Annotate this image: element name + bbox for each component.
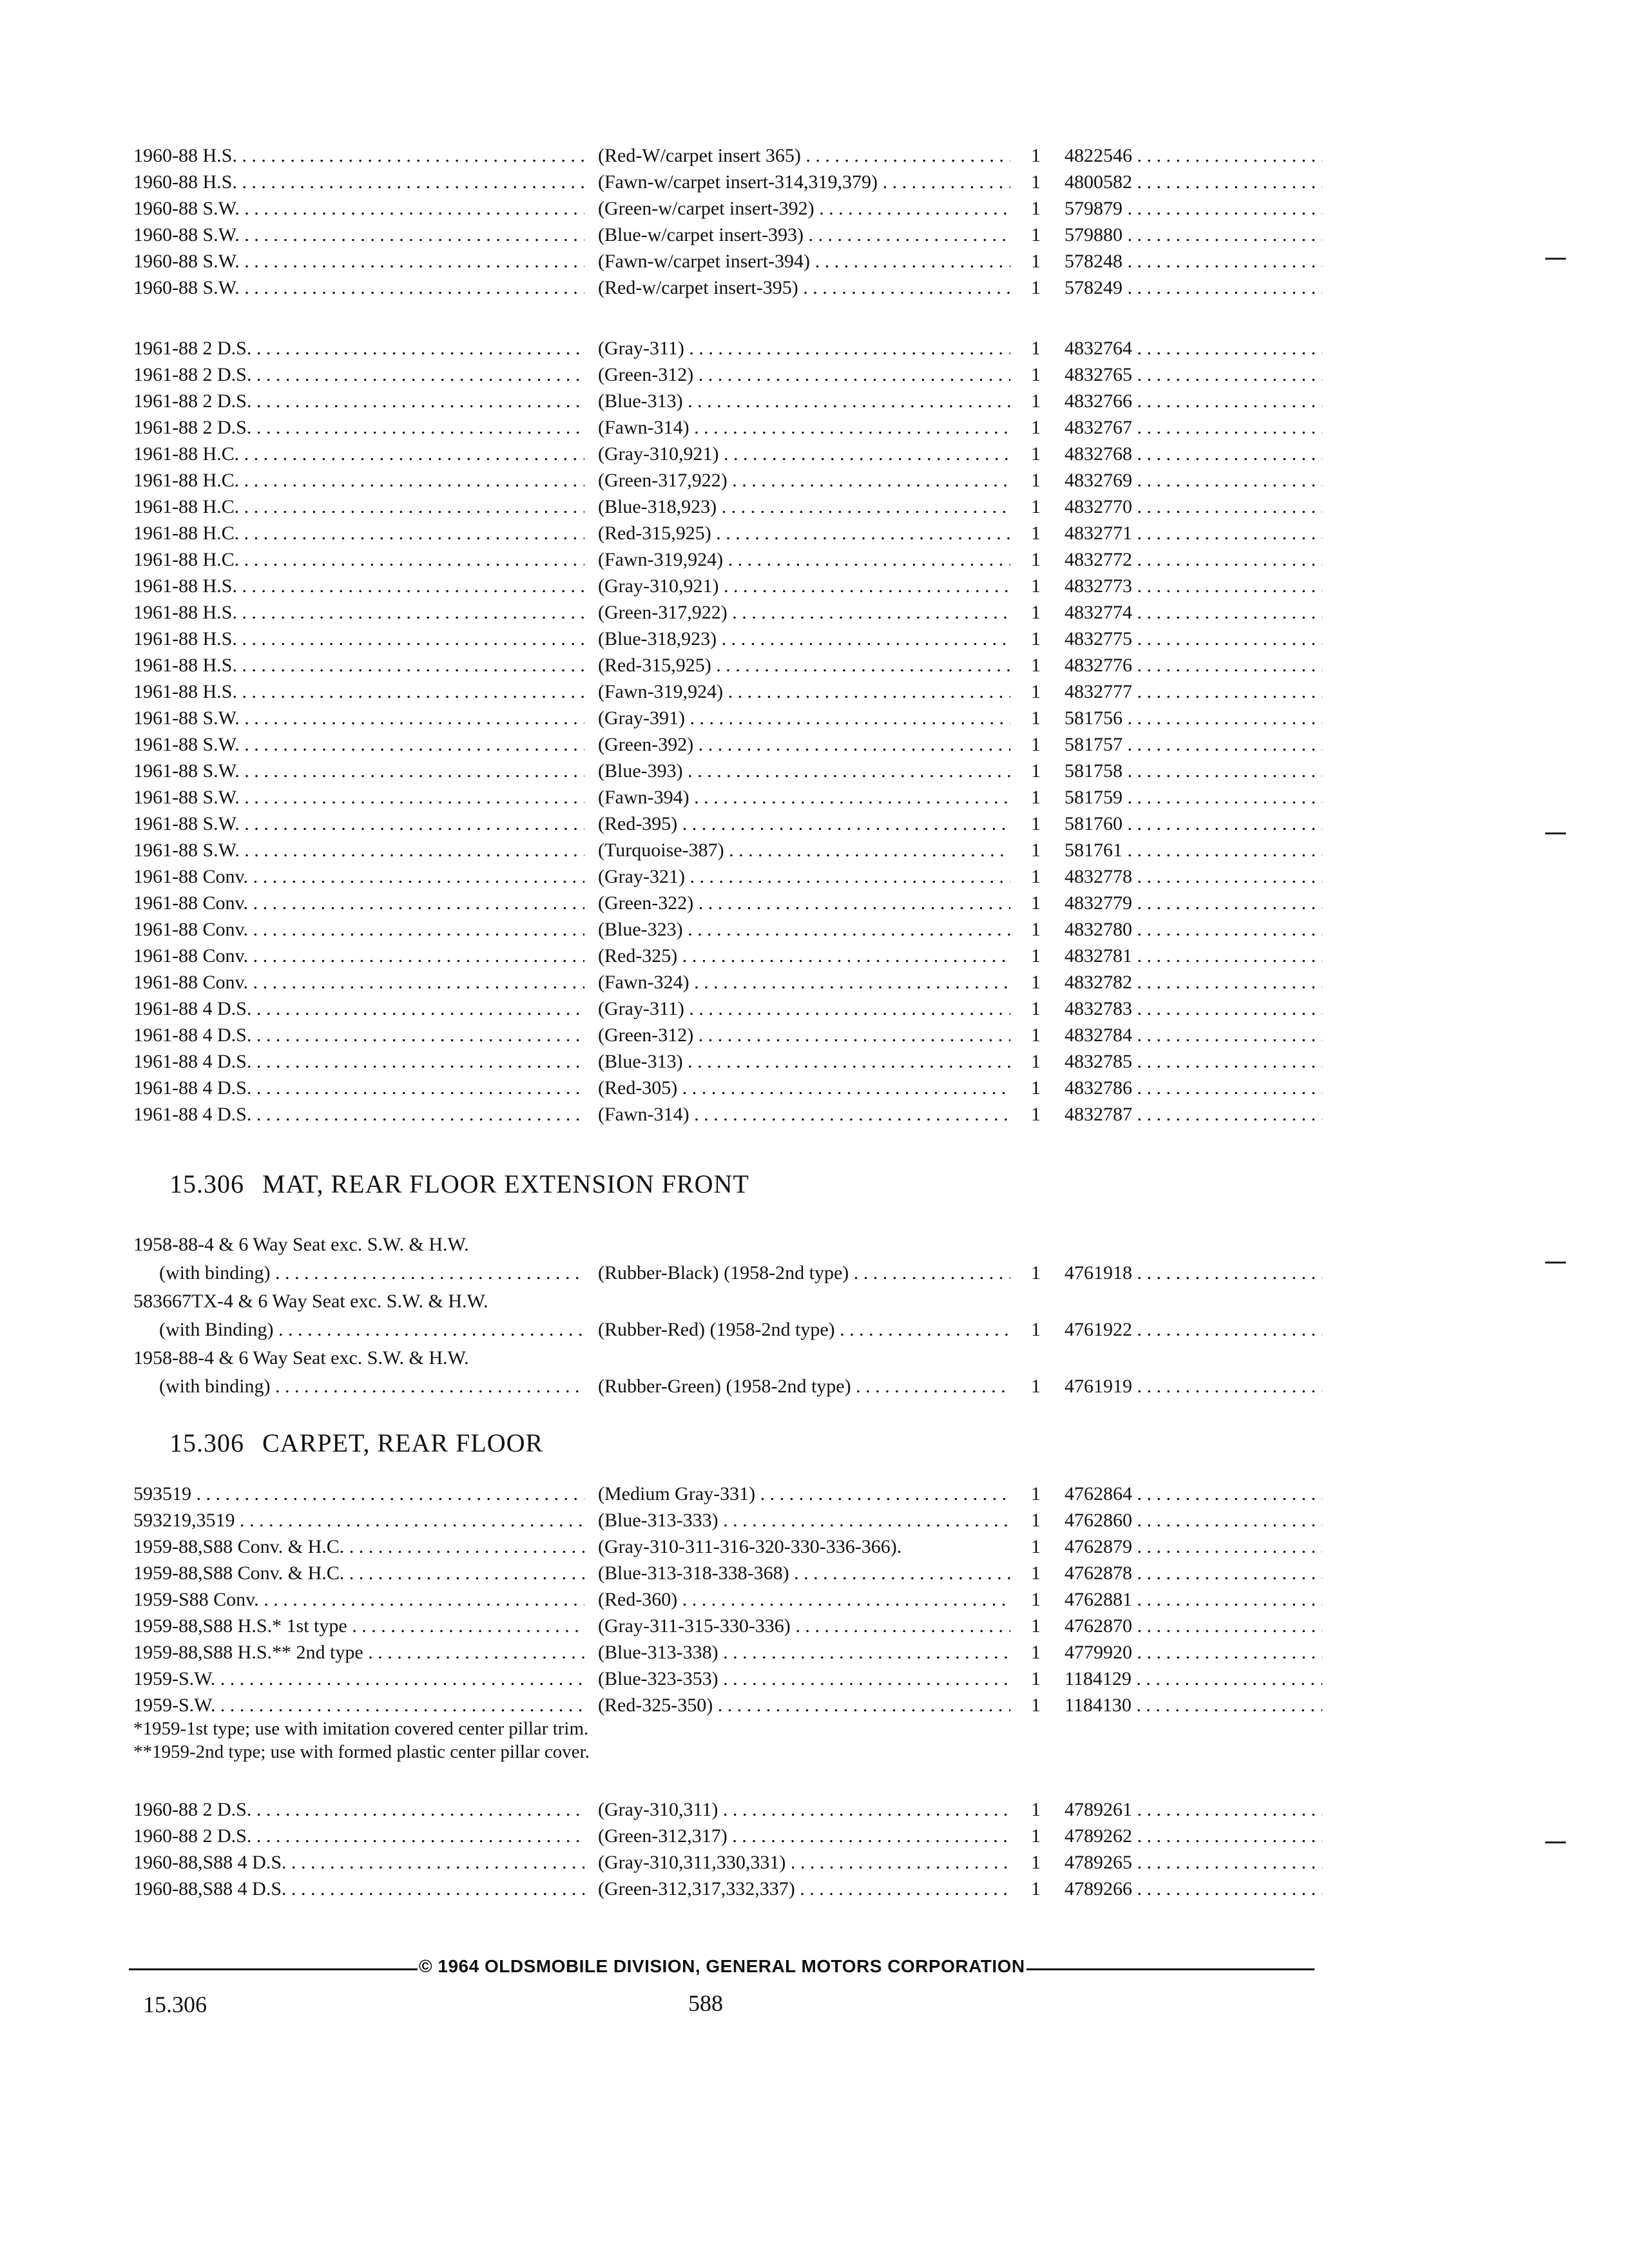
footnote-1st-type: *1959-1st type; use with imitation covered center pillar trim. <box>133 1718 589 1739</box>
application-cell: 1960-88 S.W. . . . <box>133 222 584 248</box>
application-cell: 1961-88 2 D.S. . . . <box>133 361 584 388</box>
part-number-cell: 4832780 . . . <box>1065 916 1322 943</box>
application-cell <box>133 1231 584 1287</box>
application-cell: 1960-88 2 D.S. . . . <box>133 1823 584 1849</box>
section-number: 15.306 <box>169 1428 244 1457</box>
table-row <box>0 1849 1629 1876</box>
quantity-cell: 1 <box>1031 1483 1041 1504</box>
table-row <box>0 705 1629 731</box>
footnote-2nd-type: **1959-2nd type; use with formed plastic center pillar cover. <box>133 1742 590 1762</box>
table-row <box>0 731 1629 758</box>
application-cell: 593519 . . . <box>133 1481 584 1507</box>
quantity-cell: 1 <box>1031 470 1041 491</box>
description-cell: (Blue-313-318-338-368) . . . <box>598 1560 1010 1586</box>
application-cell: 1960-88 S.W. . . . <box>133 248 584 274</box>
table-row <box>0 626 1629 652</box>
quantity-cell: 1 <box>1031 198 1041 219</box>
table-row <box>0 1101 1629 1128</box>
application-cell: 1961-88 H.C. . . . <box>133 546 584 573</box>
application-line-1: 1958-88-4 & 6 Way Seat exc. S.W. & H.W. <box>133 1234 469 1255</box>
table-row <box>0 1075 1629 1101</box>
quantity-cell: 1 <box>1031 892 1041 914</box>
application-cell <box>133 1287 584 1344</box>
quantity-cell: 1 <box>1031 1104 1041 1125</box>
application-cell: 1960-88,S88 4 D.S. . . . <box>133 1849 584 1876</box>
table-row <box>0 335 1629 361</box>
description-cell: (Red-325-350) . . . <box>598 1692 1010 1718</box>
application-cell: 1959-S.W. . . . <box>133 1666 584 1692</box>
parts-block-carpet <box>0 1481 1629 1718</box>
description-cell: (Gray-321) . . . <box>598 863 1010 890</box>
table-row <box>0 1796 1629 1823</box>
quantity-cell: 1 <box>1031 945 1041 966</box>
description-cell: (Blue-318,923) . . . <box>598 494 1010 520</box>
application-cell: 1961-88 H.C. . . . <box>133 520 584 546</box>
application-cell: 1961-88 H.S. . . . <box>133 626 584 652</box>
table-row <box>0 195 1629 222</box>
description-cell: (Blue-w/carpet insert-393) . . . <box>598 222 1010 248</box>
quantity-cell: 1 <box>1031 681 1041 702</box>
part-number-cell: 4832777 . . . <box>1065 678 1322 705</box>
description-cell: (Green-317,922) . . . <box>598 467 1010 494</box>
description-cell: (Gray-391) . . . <box>598 705 1010 731</box>
part-number-cell: 4832782 . . . <box>1065 969 1322 995</box>
application-line-1: 1958-88-4 & 6 Way Seat exc. S.W. & H.W. <box>133 1347 469 1369</box>
description-cell: (Green-312) . . . <box>598 361 1010 388</box>
description-cell: (Gray-310,311) . . . <box>598 1796 1010 1823</box>
part-number-cell: 581758 . . . <box>1065 758 1322 784</box>
application-cell: 1961-88 4 D.S. . . . <box>133 1022 584 1048</box>
application-cell: 1960-88 H.S. . . . <box>133 169 584 195</box>
description-cell: (Gray-310,311,330,331) . . . <box>598 1849 1010 1876</box>
part-number-cell: 1184129 . . . <box>1065 1666 1322 1692</box>
quantity-cell: 1 <box>1031 443 1041 465</box>
application-cell: 1961-88 H.C. . . . <box>133 467 584 494</box>
quantity-cell: 1 <box>1031 1262 1041 1283</box>
footer-section-number: 15.306 <box>143 1992 207 2017</box>
table-row <box>0 1666 1629 1692</box>
description-cell: (Green-317,922) . . . <box>598 599 1010 626</box>
application-cell: 1961-88 H.S. . . . <box>133 652 584 678</box>
application-cell: 1959-88,S88 Conv. & H.C. . . . <box>133 1533 584 1560</box>
application-cell: 1961-88 S.W. . . . <box>133 758 584 784</box>
table-row <box>0 222 1629 248</box>
table-row <box>0 441 1629 467</box>
description-cell: (Turquoise-387) . . . <box>598 837 1010 863</box>
quantity-cell: 1 <box>1031 496 1041 517</box>
quantity-cell: 1 <box>1031 523 1041 544</box>
table-row <box>0 1287 1629 1344</box>
margin-tick <box>1545 832 1566 834</box>
description-cell: (Blue-323-353) . . . <box>598 1666 1010 1692</box>
part-number-cell: 4762878 . . . <box>1065 1560 1322 1586</box>
quantity-cell: 1 <box>1031 224 1041 245</box>
parts-block-mat <box>0 1231 1629 1401</box>
table-row <box>0 1507 1629 1533</box>
description-cell: (Rubber-Black) (1958-2nd type) . . . <box>598 1259 1010 1287</box>
table-row <box>0 1586 1629 1613</box>
description-cell: (Blue-318,923) . . . <box>598 626 1010 652</box>
quantity-cell: 1 <box>1031 1376 1041 1397</box>
description-cell: (Blue-393) . . . <box>598 758 1010 784</box>
description-cell: (Green-312,317) . . . <box>598 1823 1010 1849</box>
description-cell: (Green-w/carpet insert-392) . . . <box>598 195 1010 222</box>
application-cell: 1961-88 S.W. . . . <box>133 811 584 837</box>
application-cell: 593219,3519 . . . <box>133 1507 584 1533</box>
quantity-cell: 1 <box>1031 602 1041 623</box>
part-number-cell: 4762879 . . . <box>1065 1533 1322 1560</box>
application-cell: 1961-88 H.C. . . . <box>133 441 584 467</box>
section-title: CARPET, REAR FLOOR <box>262 1428 544 1457</box>
table-row <box>0 1823 1629 1849</box>
application-cell: 1961-88 4 D.S. . . . <box>133 1101 584 1128</box>
application-cell: 1961-88 Conv. . . . <box>133 943 584 969</box>
table-row <box>0 1481 1629 1507</box>
table-row <box>0 652 1629 678</box>
quantity-cell: 1 <box>1031 417 1041 438</box>
part-number-cell: 578249 . . . <box>1065 274 1322 301</box>
application-cell: 1961-88 H.S. . . . <box>133 573 584 599</box>
application-cell: 1959-S88 Conv. . . . <box>133 1586 584 1613</box>
description-cell: (Gray-311-315-330-336) . . . <box>598 1613 1010 1639</box>
table-row <box>0 916 1629 943</box>
table-row <box>0 837 1629 863</box>
table-row <box>0 169 1629 195</box>
application-cell: 1961-88 4 D.S. . . . <box>133 1075 584 1101</box>
part-number-cell: 4779920 . . . <box>1065 1639 1322 1666</box>
quantity-cell: 1 <box>1031 1642 1041 1663</box>
part-number-cell: 4832785 . . . <box>1065 1048 1322 1075</box>
description-cell: (Gray-310,921) . . . <box>598 441 1010 467</box>
quantity-cell: 1 <box>1031 787 1041 808</box>
description-cell: (Gray-310-311-316-320-330-336-366). <box>598 1536 902 1557</box>
quantity-cell: 1 <box>1031 1562 1041 1584</box>
application-cell: 1961-88 H.S. . . . <box>133 678 584 705</box>
description-cell: (Green-322) . . . <box>598 890 1010 916</box>
part-number-cell: 4822546 . . . <box>1065 142 1322 169</box>
part-number-cell: 4789261 . . . <box>1065 1796 1322 1823</box>
application-line-2: (with binding) . . . <box>133 1372 584 1401</box>
application-cell: 1961-88 4 D.S. . . . <box>133 995 584 1022</box>
section-number: 15.306 <box>169 1169 244 1198</box>
application-cell: 1961-88 H.C. . . . <box>133 494 584 520</box>
description-cell: (Red-305) . . . <box>598 1075 1010 1101</box>
part-number-cell: 4832770 . . . <box>1065 494 1322 520</box>
quantity-cell: 1 <box>1031 145 1041 166</box>
table-row <box>0 248 1629 274</box>
application-cell: 1959-88,S88 H.S.** 2nd type . . . <box>133 1639 584 1666</box>
quantity-cell: 1 <box>1031 390 1041 412</box>
application-cell: 1959-88,S88 H.S.* 1st type . . . <box>133 1613 584 1639</box>
table-row <box>0 1876 1629 1902</box>
quantity-cell: 1 <box>1031 1878 1041 1899</box>
application-cell: 1961-88 S.W. . . . <box>133 731 584 758</box>
part-number-cell: 1184130 . . . <box>1065 1692 1322 1718</box>
application-cell: 1960-88 S.W. . . . <box>133 274 584 301</box>
table-row <box>0 995 1629 1022</box>
part-number-cell: 4761919 . . . <box>1065 1372 1322 1401</box>
part-number-cell: 579880 . . . <box>1065 222 1322 248</box>
quantity-cell: 1 <box>1031 655 1041 676</box>
part-number-cell: 4789262 . . . <box>1065 1823 1322 1849</box>
description-cell: (Green-312,317,332,337) . . . <box>598 1876 1010 1902</box>
part-number-cell: 579879 . . . <box>1065 195 1322 222</box>
description-cell: (Fawn-314) . . . <box>598 1101 1010 1128</box>
section-heading-mat <box>169 1169 749 1199</box>
table-row <box>0 758 1629 784</box>
part-number-cell: 581760 . . . <box>1065 811 1322 837</box>
description-cell: (Rubber-Red) (1958-2nd type) . . . <box>598 1316 1010 1344</box>
quantity-cell: 1 <box>1031 998 1041 1019</box>
margin-tick <box>1545 1262 1566 1264</box>
part-number-cell: 4762881 . . . <box>1065 1586 1322 1613</box>
quantity-cell: 1 <box>1031 1852 1041 1873</box>
table-row <box>0 1639 1629 1666</box>
table-row <box>0 520 1629 546</box>
table-row <box>0 863 1629 890</box>
application-cell: 1961-88 2 D.S. . . . <box>133 414 584 441</box>
description-cell: (Red-w/carpet insert-395) . . . <box>598 274 1010 301</box>
table-row <box>0 467 1629 494</box>
parts-block-1960 <box>0 142 1629 301</box>
table-row <box>0 1344 1629 1401</box>
application-cell: 1959-88,S88 Conv. & H.C. . . . <box>133 1560 584 1586</box>
part-number-cell: 4800582 . . . <box>1065 169 1322 195</box>
part-number-cell: 4832765 . . . <box>1065 361 1322 388</box>
application-line-2: (with Binding) . . . <box>133 1316 584 1344</box>
quantity-cell: 1 <box>1031 1536 1041 1557</box>
application-cell: 1961-88 S.W. . . . <box>133 837 584 863</box>
description-cell: (Blue-313) . . . <box>598 1048 1010 1075</box>
quantity-cell: 1 <box>1031 1668 1041 1689</box>
part-number-cell: 4761922 . . . <box>1065 1316 1322 1344</box>
part-number-cell: 4832764 . . . <box>1065 335 1322 361</box>
table-row <box>0 678 1629 705</box>
table-row <box>0 494 1629 520</box>
part-number-cell: 4832779 . . . <box>1065 890 1322 916</box>
part-number-cell: 581761 . . . <box>1065 837 1322 863</box>
part-number-cell: 581759 . . . <box>1065 784 1322 811</box>
part-number-cell: 4832766 . . . <box>1065 388 1322 414</box>
part-number-cell: 4832778 . . . <box>1065 863 1322 890</box>
description-cell: (Red-395) . . . <box>598 811 1010 837</box>
quantity-cell: 1 <box>1031 251 1041 272</box>
application-cell: 1961-88 S.W. . . . <box>133 705 584 731</box>
description-cell: (Fawn-w/carpet insert-394) . . . <box>598 248 1010 274</box>
table-row <box>0 388 1629 414</box>
part-number-cell: 4832775 . . . <box>1065 626 1322 652</box>
quantity-cell: 1 <box>1031 1695 1041 1716</box>
description-cell: (Red-325) . . . <box>598 943 1010 969</box>
table-row <box>0 274 1629 301</box>
copyright-notice: © 1964 OLDSMOBILE DIVISION, GENERAL MOTORS CORPORATION <box>419 1956 1025 1976</box>
page-number: 588 <box>688 1990 723 2016</box>
quantity-cell: 1 <box>1031 1077 1041 1099</box>
quantity-cell: 1 <box>1031 760 1041 782</box>
part-number-cell: 4832768 . . . <box>1065 441 1322 467</box>
part-number-cell: 4832787 . . . <box>1065 1101 1322 1128</box>
application-cell: 1961-88 2 D.S. . . . <box>133 335 584 361</box>
quantity-cell: 1 <box>1031 549 1041 570</box>
quantity-cell: 1 <box>1031 628 1041 649</box>
description-cell: (Rubber-Green) (1958-2nd type) . . . <box>598 1372 1010 1401</box>
quantity-cell: 1 <box>1031 734 1041 755</box>
description-cell: (Red-360) . . . <box>598 1586 1010 1613</box>
part-number-cell: 4789266 . . . <box>1065 1876 1322 1902</box>
application-line-1: 583667TX-4 & 6 Way Seat exc. S.W. & H.W. <box>133 1291 488 1312</box>
description-cell: (Gray-311) . . . <box>598 995 1010 1022</box>
part-number-cell: 4832771 . . . <box>1065 520 1322 546</box>
table-row <box>0 414 1629 441</box>
application-cell: 1960-88,S88 4 D.S. . . . <box>133 1876 584 1902</box>
description-cell: (Fawn-319,924) . . . <box>598 678 1010 705</box>
part-number-cell: 4762870 . . . <box>1065 1613 1322 1639</box>
quantity-cell: 1 <box>1031 1510 1041 1531</box>
quantity-cell: 1 <box>1031 1024 1041 1046</box>
table-row <box>0 1022 1629 1048</box>
application-cell <box>133 1344 584 1401</box>
application-cell: 1961-88 Conv. . . . <box>133 863 584 890</box>
table-row <box>0 599 1629 626</box>
table-row <box>0 1231 1629 1287</box>
application-cell: 1961-88 Conv. . . . <box>133 890 584 916</box>
section-title: MAT, REAR FLOOR EXTENSION FRONT <box>262 1169 749 1198</box>
quantity-cell: 1 <box>1031 1825 1041 1847</box>
description-cell: (Blue-313-333) . . . <box>598 1507 1010 1533</box>
quantity-cell: 1 <box>1031 707 1041 729</box>
quantity-cell: 1 <box>1031 1615 1041 1637</box>
description-cell: (Blue-313) . . . <box>598 388 1010 414</box>
table-row <box>0 1533 1629 1560</box>
table-row <box>0 784 1629 811</box>
description-cell: (Gray-310,921) . . . <box>598 573 1010 599</box>
part-number-cell: 4832769 . . . <box>1065 467 1322 494</box>
quantity-cell: 1 <box>1031 1799 1041 1820</box>
table-row <box>0 811 1629 837</box>
application-cell: 1959-S.W. . . . <box>133 1692 584 1718</box>
table-row <box>0 361 1629 388</box>
section-heading-carpet <box>169 1428 543 1458</box>
quantity-cell: 1 <box>1031 171 1041 193</box>
parts-block-1960-ds <box>0 1796 1629 1902</box>
quantity-cell: 1 <box>1031 866 1041 887</box>
margin-tick <box>1545 258 1566 260</box>
part-number-cell: 4832774 . . . <box>1065 599 1322 626</box>
description-cell: (Fawn-394) . . . <box>598 784 1010 811</box>
parts-block-1961 <box>0 335 1629 1128</box>
quantity-cell: 1 <box>1031 277 1041 298</box>
part-number-cell: 581756 . . . <box>1065 705 1322 731</box>
quantity-cell: 1 <box>1031 1319 1041 1340</box>
table-row <box>0 1560 1629 1586</box>
part-number-cell: 4762864 . . . <box>1065 1481 1322 1507</box>
part-number-cell: 4832773 . . . <box>1065 573 1322 599</box>
application-line-2: (with binding) . . . <box>133 1259 584 1287</box>
description-cell: (Green-392) . . . <box>598 731 1010 758</box>
description-cell: (Fawn-314) . . . <box>598 414 1010 441</box>
application-cell: 1960-88 H.S. . . . <box>133 142 584 169</box>
table-row <box>0 1692 1629 1718</box>
application-cell: 1961-88 4 D.S. . . . <box>133 1048 584 1075</box>
application-cell: 1961-88 S.W. . . . <box>133 784 584 811</box>
description-cell: (Blue-313-338) . . . <box>598 1639 1010 1666</box>
application-cell: 1961-88 2 D.S. . . . <box>133 388 584 414</box>
margin-tick <box>1545 1841 1566 1843</box>
quantity-cell: 1 <box>1031 972 1041 993</box>
table-row <box>0 142 1629 169</box>
description-cell: (Red-315,925) . . . <box>598 652 1010 678</box>
application-cell: 1961-88 Conv. . . . <box>133 916 584 943</box>
description-cell: (Fawn-w/carpet insert-314,319,379) . . . <box>598 169 1010 195</box>
application-cell: 1961-88 H.S. . . . <box>133 599 584 626</box>
part-number-cell: 578248 . . . <box>1065 248 1322 274</box>
part-number-cell: 581757 . . . <box>1065 731 1322 758</box>
part-number-cell: 4832784 . . . <box>1065 1022 1322 1048</box>
table-row <box>0 1613 1629 1639</box>
application-cell: 1961-88 Conv. . . . <box>133 969 584 995</box>
part-number-cell: 4832781 . . . <box>1065 943 1322 969</box>
table-row <box>0 890 1629 916</box>
description-cell: (Red-315,925) . . . <box>598 520 1010 546</box>
part-number-cell: 4832783 . . . <box>1065 995 1322 1022</box>
quantity-cell: 1 <box>1031 1589 1041 1610</box>
description-cell: (Red-W/carpet insert 365) . . . <box>598 142 1010 169</box>
part-number-cell: 4789265 . . . <box>1065 1849 1322 1876</box>
description-cell: (Fawn-324) . . . <box>598 969 1010 995</box>
table-row <box>0 573 1629 599</box>
quantity-cell: 1 <box>1031 919 1041 940</box>
description-cell: (Green-312) . . . <box>598 1022 1010 1048</box>
table-row <box>0 943 1629 969</box>
part-number-cell: 4832776 . . . <box>1065 652 1322 678</box>
quantity-cell: 1 <box>1031 840 1041 861</box>
quantity-cell: 1 <box>1031 1051 1041 1072</box>
part-number-cell: 4832772 . . . <box>1065 546 1322 573</box>
quantity-cell: 1 <box>1031 813 1041 834</box>
part-number-cell: 4832786 . . . <box>1065 1075 1322 1101</box>
part-number-cell: 4832767 . . . <box>1065 414 1322 441</box>
table-row <box>0 1048 1629 1075</box>
description-cell: (Medium Gray-331) . . . <box>598 1481 1010 1507</box>
part-number-cell: 4761918 . . . <box>1065 1259 1322 1287</box>
application-cell: 1960-88 2 D.S. . . . <box>133 1796 584 1823</box>
application-cell: 1960-88 S.W. . . . <box>133 195 584 222</box>
table-row <box>0 969 1629 995</box>
description-cell: (Fawn-319,924) . . . <box>598 546 1010 573</box>
table-row <box>0 546 1629 573</box>
quantity-cell: 1 <box>1031 338 1041 359</box>
quantity-cell: 1 <box>1031 575 1041 597</box>
quantity-cell: 1 <box>1031 364 1041 385</box>
description-cell: (Gray-311) . . . <box>598 335 1010 361</box>
part-number-cell: 4762860 . . . <box>1065 1507 1322 1533</box>
description-cell: (Blue-323) . . . <box>598 916 1010 943</box>
